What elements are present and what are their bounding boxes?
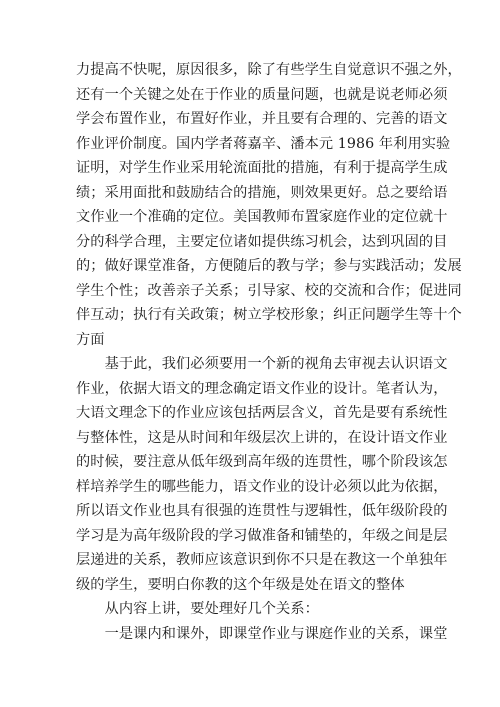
text-line: 级的学生，要明白你教的这个年级是处在语文的整体 bbox=[76, 576, 405, 593]
text-line: 与整体性，这是从时间和年级层次上讲的，在设计语文作业 bbox=[76, 429, 448, 446]
text-line: 分的科学合理，主要定位诸如提供练习机会，达到巩固的目 bbox=[76, 233, 448, 250]
text-line: 伴互动；执行有关政策；树立学校形象；纠正问题学生等十个 bbox=[76, 307, 462, 323]
paragraph-content-relations bbox=[76, 597, 448, 622]
text-line: 层递进的关系，教师应该意识到你不只是在教这一个单独年 bbox=[76, 552, 448, 568]
paragraph-in-class-vs-outside bbox=[76, 622, 448, 647]
text-line: 一是课内和课外，即课堂作业与课庭作业的关系，课堂 bbox=[76, 625, 448, 642]
paragraph-homework-quality bbox=[76, 58, 462, 352]
text-line: 学会布置作业，布置好作业，并且要有合理的、完善的语文 bbox=[76, 111, 448, 127]
text-line: 学习是为高年级阶段的学习做准备和铺垫的，年级之间是层 bbox=[76, 527, 448, 544]
text-line: 证明，对学生作业采用轮流面批的措施，有利于提高学生成 bbox=[76, 160, 448, 176]
text-line: 文作业一个准确的定位。美国教师布置家庭作业的定位就十 bbox=[76, 209, 448, 225]
text-line: 作业，依据大语文的理念确定语文作业的设计。笔者认为， bbox=[76, 380, 448, 397]
text-line: 学生个性；改善亲子关系；引导家、校的交流和合作；促进同 bbox=[76, 282, 462, 299]
text-line: 基于此，我们必须要用一个新的视角去审视去认识语文 bbox=[76, 356, 448, 372]
text-line: 作业评价制度。国内学者蒋嘉辛、潘本元 1986 年利用实验 bbox=[76, 135, 451, 152]
text-line: 方面 bbox=[76, 331, 105, 348]
text-line: 从内容上讲，要处理好几个关系： bbox=[76, 601, 319, 617]
text-line: 的时候，要注意从低年级到高年级的连贯性，哪个阶段该怎 bbox=[76, 454, 448, 470]
text-line: 所以语文作业也具有很强的连贯性与逻辑性，低年级阶段的 bbox=[76, 503, 448, 519]
text-line: 的；做好课堂准备，方便随后的教与学；参与实践活动；发展 bbox=[76, 258, 462, 274]
text-line: 样培养学生的哪些能力，语文作业的设计必须以此为依据， bbox=[76, 478, 448, 495]
text-line: 还有一个关键之处在于作业的质量问题，也就是说老师必须 bbox=[76, 86, 448, 103]
text-line: 力提高不快呢，原因很多，除了有些学生自觉意识不强之外， bbox=[76, 62, 462, 78]
text-line: 大语文理念下的作业应该包括两层含义，首先是要有系统性 bbox=[76, 405, 448, 421]
paragraph-big-chinese-concept bbox=[76, 352, 448, 597]
text-line: 绩；采用面批和鼓励结合的措施，则效果更好。总之要给语 bbox=[76, 184, 448, 201]
